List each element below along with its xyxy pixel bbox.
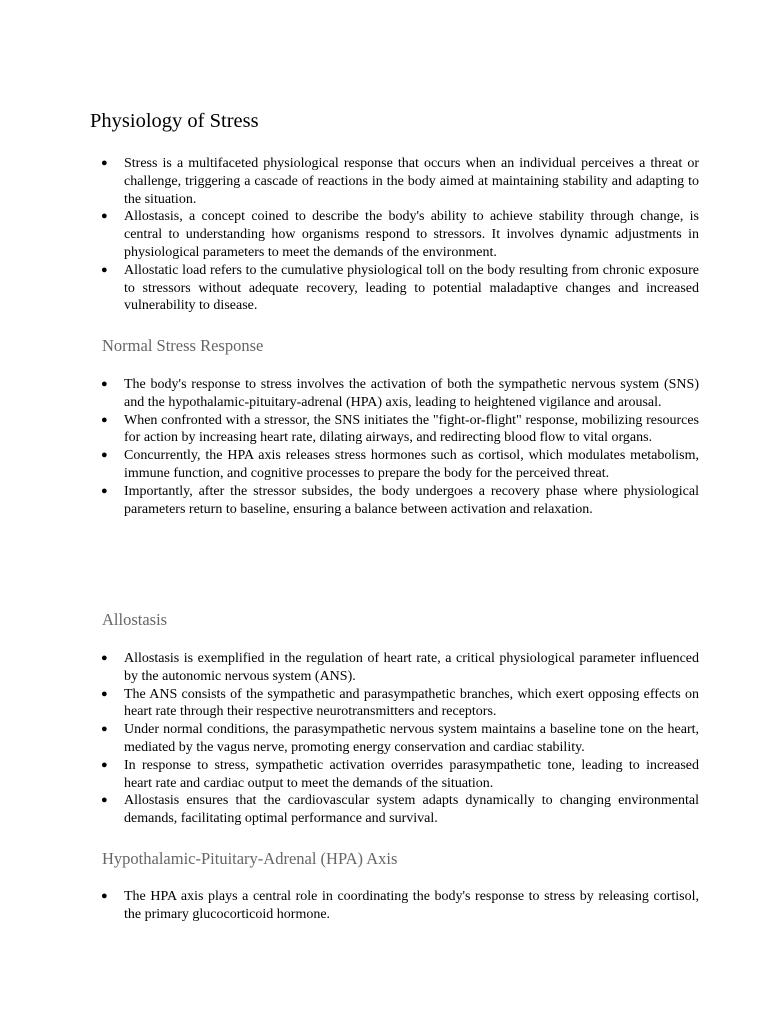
list-item — [101, 888, 699, 924]
list-item — [101, 650, 699, 686]
list-item-text: Allostasis, a concept coined to describe the body's ability to achieve stability through change, is central to understanding how organisms respond to stressors. It involves dynamic adjustments in physiological parameters to meet the demands of the environment. — [124, 209, 699, 260]
list-item — [101, 412, 699, 448]
list-item-text: The HPA axis plays a central role in coordinating the body's response to stress by releasing cortisol, the primary glucocorticoid hormone. — [124, 889, 699, 922]
list-item-text: Allostasis ensures that the cardiovascular system adapts dynamically to changing environmental demands, facilitating optimal performance and survival. — [124, 793, 699, 827]
normal-stress-response-bullet-list — [101, 376, 699, 518]
bullet-icon: ● — [101, 758, 108, 771]
list-item — [101, 483, 699, 519]
bullet-icon: ● — [101, 794, 108, 807]
list-item — [101, 262, 699, 315]
section-heading-normal-stress-response: Normal Stress Response — [102, 336, 264, 355]
list-item-text: Allostasis is exemplified in the regulation of heart rate, a critical physiological parameter influenced by the autonomic nervous system (ANS). — [124, 651, 699, 684]
bullet-icon: ● — [101, 484, 108, 497]
list-item — [101, 721, 699, 757]
bullet-icon: ● — [101, 210, 108, 223]
bullet-icon: ● — [101, 413, 108, 426]
bullet-icon: ● — [101, 378, 108, 390]
list-item-text: The ANS consists of the sympathetic and parasympathetic branches, which exert opposing effects on heart rate through their respective neurotransmitters and receptors. — [124, 686, 699, 720]
bullet-icon: ● — [101, 652, 108, 664]
list-item — [101, 155, 699, 208]
list-item-text: Concurrently, the HPA axis releases stress hormones such as cortisol, which modulates metabolism, immune function, and cognitive processes to prepare the body for the perceived threat. — [124, 448, 699, 481]
list-item — [101, 757, 699, 793]
bullet-icon: ● — [101, 157, 108, 169]
hpa-axis-bullet-list — [101, 888, 699, 924]
list-item-text: When confronted with a stressor, the SNS initiates the "fight-or-flight" response, mobilizing resources for action by increasing heart rate, dilating airways, and redirecting blood flow to vital organs. — [124, 412, 699, 446]
section-heading-allostasis: Allostasis — [102, 610, 168, 629]
list-item-text: Importantly, after the stressor subsides, the body undergoes a recovery phase where physiological parameters return to baseline, ensuring a balance between activation and relaxation. — [124, 483, 699, 517]
list-item — [101, 208, 699, 261]
list-item-text: Under normal conditions, the parasympathetic nervous system maintains a baseline tone on the heart, mediated by the vagus nerve, promoting energy conservation and cardiac stability. — [124, 722, 699, 755]
list-item-text: In response to stress, sympathetic activation overrides parasympathetic tone, leading to increased heart rate and cardiac output to meet the demands of the situation. — [124, 757, 699, 791]
bullet-icon: ● — [101, 687, 108, 700]
list-item — [101, 376, 699, 412]
list-item — [101, 447, 699, 483]
bullet-icon: ● — [101, 890, 108, 902]
section-heading-hpa-axis: Hypothalamic-Pituitary-Adrenal (HPA) Axis — [102, 849, 398, 868]
list-item-text: The body's response to stress involves the activation of both the sympathetic nervous system (SNS) and the hypothalamic-pituitary-adrenal (HPA) axis, leading to heightened vigilance and arousal. — [124, 377, 699, 410]
list-item-text: Stress is a multifaceted physiological response that occurs when an individual perceives a threat or challenge, triggering a cascade of reactions in the body aimed at maintaining stability and adapting to the situation. — [124, 156, 699, 207]
bullet-icon: ● — [101, 263, 108, 276]
list-item — [101, 686, 699, 722]
document-title: Physiology of Stress — [90, 110, 259, 132]
intro-bullet-list — [101, 155, 699, 315]
allostasis-bullet-list — [101, 650, 699, 828]
list-item-text: Allostatic load refers to the cumulative physiological toll on the body resulting from chronic exposure to stressors without adequate recovery, leading to potential maladaptive changes and increased vulnerability to disease. — [124, 262, 699, 314]
list-item — [101, 792, 699, 828]
bullet-icon: ● — [101, 449, 108, 462]
bullet-icon: ● — [101, 723, 108, 736]
